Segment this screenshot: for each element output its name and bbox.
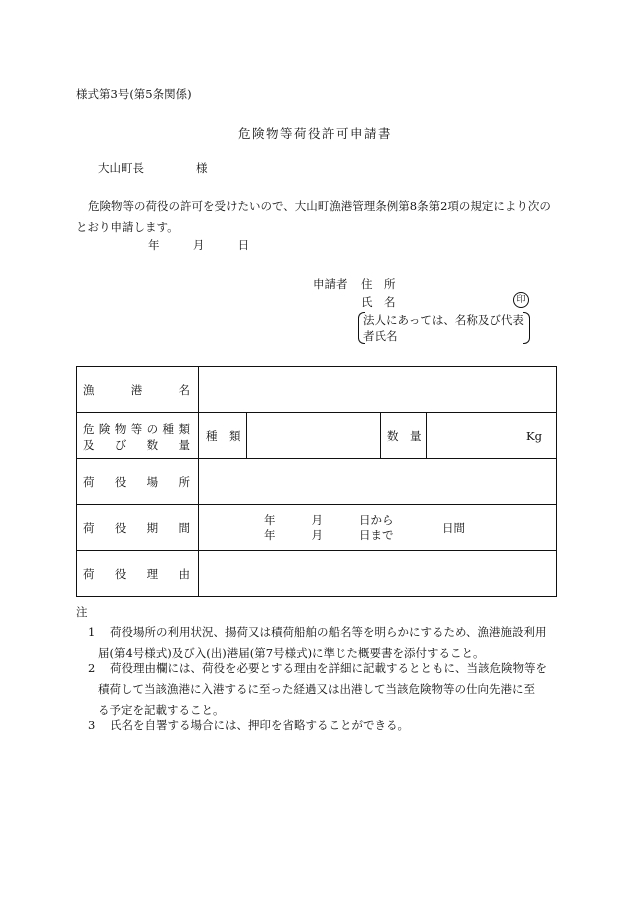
label-char: 場 bbox=[146, 474, 159, 489]
row-period bbox=[77, 504, 556, 550]
seal-mark: 印 bbox=[513, 292, 529, 308]
label-char: 間 bbox=[178, 520, 190, 535]
label-char: 期 bbox=[146, 520, 159, 535]
to-year: 年 bbox=[264, 528, 276, 542]
label-char: 漁 bbox=[83, 382, 95, 397]
corporate-note bbox=[358, 312, 530, 344]
note-item bbox=[76, 658, 562, 721]
period-from bbox=[264, 513, 394, 528]
type-field[interactable] bbox=[247, 413, 381, 458]
name-label: 氏 名 bbox=[361, 295, 396, 309]
period-label bbox=[77, 505, 199, 550]
label-char: 危 bbox=[83, 422, 95, 436]
period-days: 日間 bbox=[442, 520, 465, 535]
to-month: 月 bbox=[311, 528, 323, 542]
label-char: 量 bbox=[178, 438, 190, 452]
label-char: 名 bbox=[178, 382, 190, 397]
quantity-field[interactable] bbox=[427, 413, 556, 458]
place-label bbox=[77, 459, 199, 504]
note-item bbox=[76, 715, 562, 736]
form-number: 様式第3号(第5条関係) bbox=[76, 87, 192, 101]
reason-field[interactable] bbox=[199, 551, 556, 596]
to-day: 日まで bbox=[359, 528, 394, 542]
note-line: 荷役理由欄には、荷役を必要とする理由を詳細に記載するとともに、当該危険物等を bbox=[110, 661, 547, 675]
note-line: 荷役場所の利用状況、揚荷又は積荷船舶の船名等を明らかにするため、漁港施設利用 bbox=[110, 625, 547, 639]
label-char: 険 bbox=[98, 422, 111, 436]
label-char: 類 bbox=[178, 422, 190, 436]
right-bracket bbox=[523, 312, 530, 344]
period-to bbox=[264, 528, 394, 543]
label-char: 役 bbox=[114, 520, 127, 535]
label-char: 港 bbox=[130, 382, 143, 397]
note-line: 届(第4号様式)及び入(出)港届(第7号様式)に準じた概要書を添付すること。 bbox=[98, 646, 485, 660]
reason-label bbox=[77, 551, 199, 596]
row-reason bbox=[77, 550, 556, 596]
label-char: 荷 bbox=[83, 520, 95, 535]
hazard-label bbox=[77, 413, 199, 458]
from-year: 年 bbox=[264, 513, 276, 527]
date-day: 日 bbox=[237, 238, 250, 252]
date-month: 月 bbox=[192, 238, 205, 252]
application-date bbox=[148, 237, 249, 253]
note-line: 積荷して当該漁港に入港するに至った経過又は出港して当該危険物等の仕向先港に至 bbox=[98, 682, 535, 696]
quantity-label: 数 量 bbox=[387, 428, 422, 443]
quantity-unit: Kg bbox=[526, 428, 542, 443]
application-table bbox=[76, 366, 557, 597]
label-char: び bbox=[114, 438, 127, 452]
note-number: 3 bbox=[88, 718, 96, 732]
from-day: 日から bbox=[359, 513, 394, 527]
label-char: 等 bbox=[130, 422, 143, 436]
label-char: 種 bbox=[162, 422, 175, 436]
label-char: 数 bbox=[146, 438, 159, 452]
note-number: 2 bbox=[88, 661, 96, 675]
label-char: 及 bbox=[83, 438, 95, 452]
document-title: 危険物等荷役許可申請書 bbox=[237, 126, 392, 141]
quantity-label-cell bbox=[381, 413, 427, 458]
intro-text: 危険物等の荷役の許可を受けたいので、大山町漁港管理条例第8条第2項の規定により次のとおり申請します。 bbox=[76, 199, 551, 234]
addressee-name: 大山町長 bbox=[98, 161, 144, 175]
label-char: 役 bbox=[114, 566, 127, 581]
label-char: 所 bbox=[178, 474, 190, 489]
row-port-name bbox=[77, 367, 556, 412]
label-char: 理 bbox=[146, 566, 159, 581]
label-char: 由 bbox=[178, 566, 190, 581]
period-field[interactable] bbox=[199, 505, 556, 550]
corporate-note-line2: 者氏名 bbox=[363, 329, 398, 343]
row-place bbox=[77, 458, 556, 504]
port-name-field[interactable] bbox=[199, 367, 556, 412]
label-char: 荷 bbox=[83, 474, 95, 489]
label-char: 役 bbox=[114, 474, 127, 489]
notes-heading: 注 bbox=[76, 605, 88, 619]
type-label: 種 類 bbox=[206, 428, 241, 443]
corporate-note-text bbox=[363, 312, 524, 344]
from-month: 月 bbox=[311, 513, 323, 527]
row-hazard bbox=[77, 412, 556, 458]
corporate-note-line1: 法人にあっては、名称及び代表 bbox=[363, 313, 524, 327]
label-char: の bbox=[146, 422, 159, 436]
type-label-cell bbox=[199, 413, 247, 458]
place-field[interactable] bbox=[199, 459, 556, 504]
label-char: 荷 bbox=[83, 566, 95, 581]
note-number: 1 bbox=[88, 625, 96, 639]
port-name-label bbox=[77, 367, 199, 412]
addressee-honorific: 様 bbox=[196, 161, 208, 175]
note-line: 氏名を自署する場合には、押印を省略することができる。 bbox=[110, 718, 409, 732]
date-year: 年 bbox=[148, 238, 160, 252]
note-line: る予定を記載すること。 bbox=[98, 703, 225, 717]
applicant-label: 申請者 bbox=[313, 277, 348, 291]
label-char: 物 bbox=[114, 422, 127, 436]
period-dates bbox=[264, 513, 394, 543]
address-label: 住 所 bbox=[361, 277, 396, 291]
